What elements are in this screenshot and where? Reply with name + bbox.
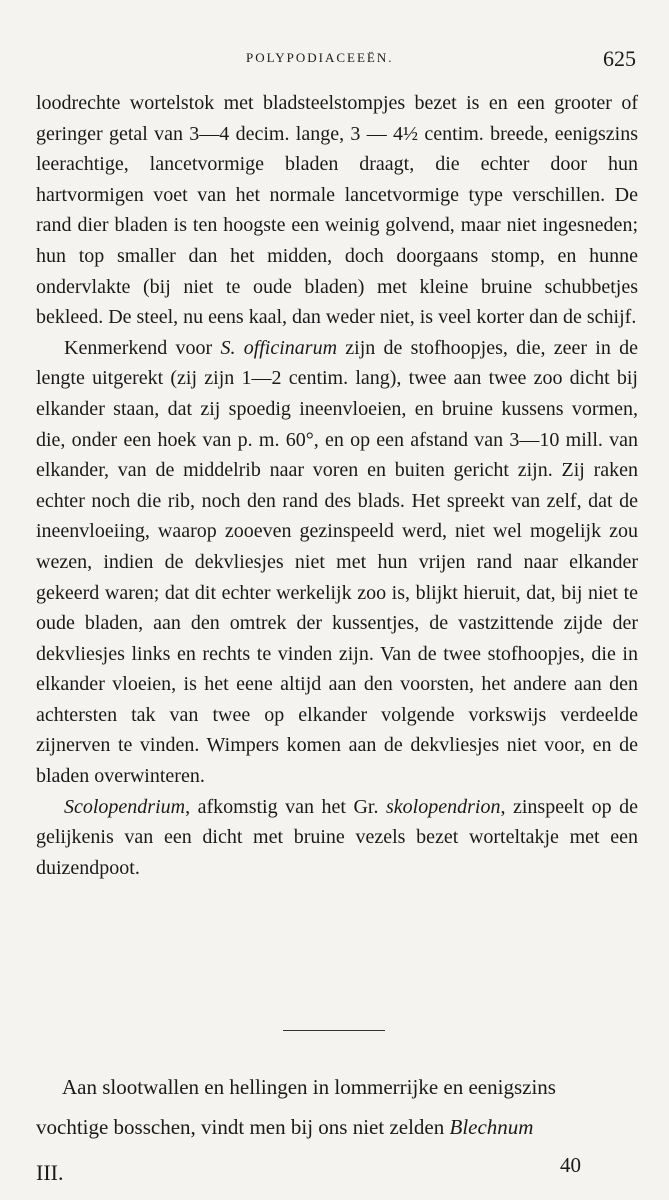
paragraph (36, 333, 638, 792)
section-divider (283, 1030, 385, 1031)
paragraph (36, 88, 638, 333)
paragraph-text: Kenmerkend voor (64, 336, 221, 359)
paragraph-text: loodrechte wortelstok met bladsteelstompjes bezet is en een grooter of geringer getal van 3—4 decim. lange, 3 — 4½ centim. breede, eenigszins leerachtige, lancetvormige bladen draagt, die echter door hun hartvormigen voet van het normale lancetvormige type verschillen. De rand dier bladen is ten hoogste een weinig golvend, maar niet ingesneden; hun top smaller dan het midden, doch doorgaans stomp, en hunne ondervlakte (bij niet te oude bladen) met kleine bruine schubbetjes bekleed. De steel, nu eens kaal, dan weder niet, is veel korter dan de schijf. (36, 92, 638, 329)
next-section-text: vochtige bosschen, vindt men bij ons niet zelden (36, 1115, 450, 1139)
italic-term: skolopendrion (386, 795, 501, 818)
italic-term: Scolopendrium (64, 795, 186, 818)
signature-number: 40 (560, 1153, 581, 1177)
next-section-line-2 (36, 1115, 638, 1140)
running-head: POLYPODIACEEËN. (246, 50, 394, 65)
page-number: 625 (603, 46, 636, 71)
page-header (36, 48, 636, 74)
genus-name: Blechnum (449, 1115, 534, 1139)
paragraph (36, 792, 638, 884)
italic-term: S. officinarum (220, 336, 338, 359)
paragraph-text: , zinspeelt op de gelijkenis van een dicht met bruine vezels bezet worteltakje met een duizendpoot. (36, 795, 638, 879)
paragraph-text: zijn de stofhoopjes, die, zeer in de lengte uitgerekt (zij zijn 1—2 centim. lang), twee aan twee zoo dicht bij elkander staan, dat zij spoedig ineenvloeien, en bruine kussens vormen, die, onder een hoek van p. m. 60°, en op een afstand van 3—10 mill. van elkander, van de middelrib naar voren en buiten gericht zijn. Zij raken echter noch die rib, noch den rand des blads. Het spreekt van zelf, dat de ineenvloeiing, waarop zooeven gezinspeeld werd, niet wel mogelijk zou wezen, indien de dekvliesjes niet met hun vrijen rand naar elkander gekeerd waren; dat dit echter werkelijk zoo is, blijkt hieruit, dat, bij niet te oude bladen, aan den omtrek der kussentjes, de vastzittende zijde der dekvliesjes links en rechts te vinden zijn. Van de twee stofhoopjes, die in elkander vloeien, is het eene altijd aan den voorsten, het andere aan den achtersten tak van twee op elkander volgende vorkswijs verdeelde zijnerven te vinden. Wimpers komen aan de dekvliesjes niet voor, en de bladen overwinteren. (36, 336, 638, 788)
body-text (36, 88, 638, 883)
next-section-line-1: Aan slootwallen en hellingen in lommerrijke en eenigszins (62, 1075, 556, 1099)
paragraph-text: , afkomstig van het Gr. (185, 795, 387, 818)
signature-mark: III. (36, 1160, 64, 1185)
